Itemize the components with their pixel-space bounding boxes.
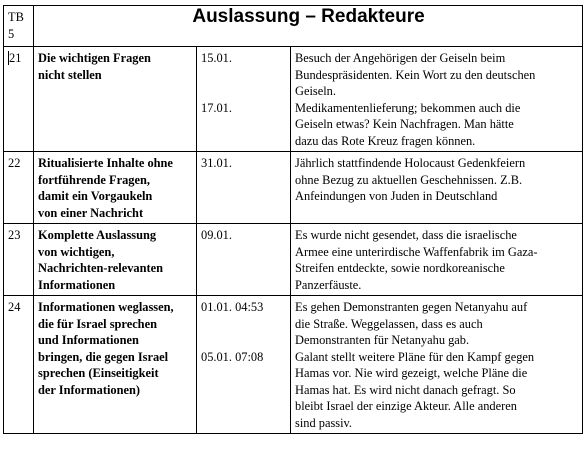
category-cell	[34, 47, 197, 152]
description-line: Hamas hat. Es wird nicht danach gefragt. So	[295, 382, 516, 397]
table-title: Auslassung – Redakteure	[34, 6, 583, 47]
description-line: Galant stellt weitere Pläne für den Kampf gegen	[295, 349, 535, 364]
category-line: bringen, die gegen Israel	[38, 349, 169, 364]
description-cell	[291, 152, 583, 224]
description-line: Bundespräsidenten. Kein Wort zu den deutschen	[295, 67, 536, 82]
row-number: 24	[4, 296, 34, 434]
description-line: Geiseln etwas? Kein Nachfragen. Man hätte	[295, 117, 514, 131]
category-line: sprechen (Einseitigkeit	[38, 366, 159, 380]
date-line: 01.01. 04:53	[201, 300, 264, 314]
table-row	[4, 152, 583, 224]
description-line: die Straße. Weggelassen, dass es auch	[295, 316, 483, 331]
description-line: Streifen entdeckte, sowie nordkoreanische	[295, 261, 505, 275]
category-line: Die wichtigen Fragen	[38, 51, 151, 65]
table-row	[4, 47, 583, 152]
category-line: nicht stellen	[38, 67, 102, 82]
description-line: Medikamentenlieferung; bekommen auch die	[295, 100, 521, 115]
row-number: 22	[4, 152, 34, 224]
tb-label-line: TB	[8, 10, 24, 24]
description-line: Panzerfäuste.	[295, 277, 362, 292]
tb-label-line: 5	[8, 26, 15, 41]
description-line: Besuch der Angehörigen der Geiseln beim	[295, 51, 506, 65]
tb-label-cell	[4, 6, 34, 47]
description-line: ohne Bezug zu aktuellen Geschehnissen. Z.B.	[295, 172, 523, 187]
header-row	[4, 6, 583, 47]
description-line: Anfeindungen von Juden in Deutschland	[295, 189, 498, 203]
category-line: Nachrichten-relevanten	[38, 261, 164, 275]
row-number: 23	[4, 224, 34, 296]
table-row	[4, 296, 583, 434]
date-line: 05.01. 07:08	[201, 349, 264, 364]
row-number-text: 21	[9, 51, 22, 65]
row-number	[4, 47, 34, 152]
date-cell	[197, 152, 291, 224]
category-line: die für Israel sprechen	[38, 316, 157, 331]
description-line: Hamas vor. Nie wird gezeigt, welche Pläne die	[295, 366, 528, 380]
description-line: Es gehen Demonstranten gegen Netanyahu auf	[295, 300, 528, 314]
category-cell	[34, 296, 197, 434]
omission-table	[3, 5, 583, 434]
date-cell	[197, 296, 291, 434]
category-line: fortführende Fragen,	[38, 172, 150, 187]
category-line: von wichtigen,	[38, 244, 115, 259]
description-line: dazu das Rote Kreuz fragen können.	[295, 133, 476, 148]
description-line: Jährlich stattfindende Holocaust Gedenkfeiern	[295, 156, 526, 170]
description-line: bleibt Israel der einzige Akteur. Alle anderen	[295, 399, 517, 413]
date-line: 17.01.	[201, 100, 232, 115]
date-line: 09.01.	[201, 228, 232, 242]
date-line: 15.01.	[201, 51, 232, 65]
category-cell	[34, 224, 197, 296]
description-cell	[291, 224, 583, 296]
category-line: damit ein Vorgaukeln	[38, 189, 153, 203]
description-line: Demonstranten für Netanyahu gab.	[295, 333, 470, 347]
category-line: von einer Nachricht	[38, 205, 144, 220]
category-line: Ritualisierte Inhalte ohne	[38, 156, 173, 170]
date-cell	[197, 224, 291, 296]
category-line: der Informationen)	[38, 382, 140, 397]
category-line: Informationen	[38, 277, 116, 292]
description-line: sind passiv.	[295, 415, 353, 430]
table-row	[4, 224, 583, 296]
category-line: Informationen weglassen,	[38, 300, 174, 314]
description-line: Geiseln.	[295, 84, 336, 98]
date-line: 31.01.	[201, 156, 232, 170]
description-cell	[291, 296, 583, 434]
category-line: Komplette Auslassung	[38, 228, 157, 242]
description-cell	[291, 47, 583, 152]
category-line: und Informationen	[38, 333, 139, 347]
description-line: Es wurde nicht gesendet, dass die israelische	[295, 228, 517, 242]
description-line: Armee eine unterirdische Waffenfabrik im Gaza-	[295, 244, 538, 259]
category-cell	[34, 152, 197, 224]
date-cell	[197, 47, 291, 152]
